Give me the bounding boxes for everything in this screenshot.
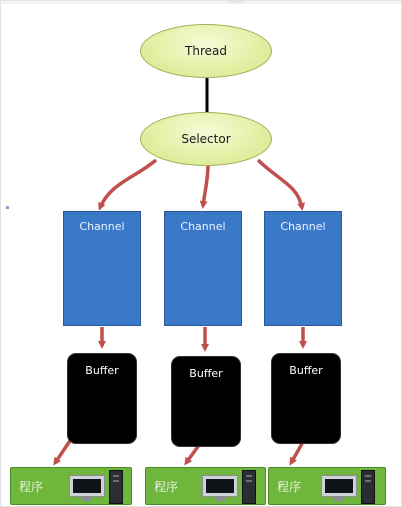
channel-label: Channel: [280, 220, 326, 233]
buffer-label: Buffer: [189, 367, 223, 380]
monitor-shape: [69, 475, 105, 497]
program-label: 程序: [154, 479, 179, 494]
tower-shape: [361, 470, 375, 504]
buffer-box-2: [171, 356, 241, 447]
selector-node: [140, 112, 272, 166]
program-box-1: [10, 467, 132, 505]
channel-box-3: [264, 211, 342, 326]
channel-label: Channel: [79, 220, 125, 233]
channel-box-2: [164, 211, 242, 326]
selector-label: Selector: [181, 132, 231, 146]
tower-shape: [242, 470, 256, 504]
monitor-stand: [334, 497, 344, 501]
monitor-shape: [321, 475, 357, 497]
buffer-label: Buffer: [85, 364, 119, 377]
tower-shape: [109, 470, 123, 504]
monitor-shape: [202, 475, 238, 497]
thread-label: Thread: [185, 44, 227, 58]
selector-channel-arrow-3: [258, 160, 302, 208]
thread-node: [140, 24, 272, 78]
program-label: 程序: [277, 479, 302, 494]
program-label: 程序: [19, 479, 44, 494]
selector-channel-arrow-1: [100, 160, 156, 208]
buffer-box-1: [67, 353, 137, 444]
monitor-stand: [82, 497, 92, 501]
selector-channel-arrow-2: [203, 165, 208, 206]
channel-label: Channel: [180, 220, 226, 233]
channel-box-1: [63, 211, 141, 326]
program-box-3: [268, 467, 386, 505]
monitor-stand: [215, 497, 225, 501]
buffer-box-3: [271, 353, 341, 444]
buffer-label: Buffer: [289, 364, 323, 377]
program-box-2: [145, 467, 266, 505]
